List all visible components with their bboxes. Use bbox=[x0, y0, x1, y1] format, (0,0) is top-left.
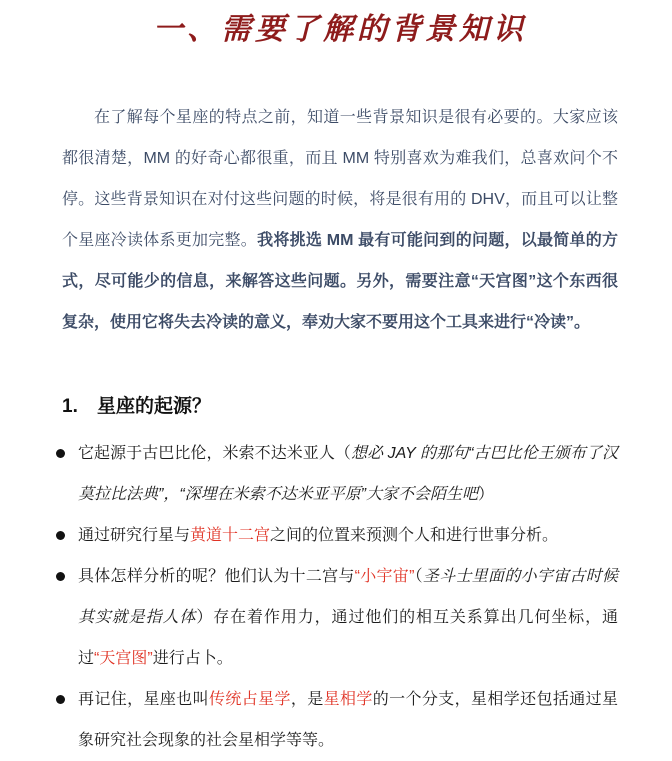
text-run-normal: （ bbox=[414, 568, 423, 585]
section-title: 星座的起源？ bbox=[97, 396, 212, 417]
bullet-list bbox=[56, 433, 618, 761]
text-run-normal: 再记住，星座也叫 bbox=[78, 691, 209, 708]
text-run-red: “天宫图” bbox=[94, 650, 153, 667]
text-run-normal: 进行占卜。 bbox=[152, 650, 233, 667]
text-run-normal: 在了解每个星座的特点之前，知道一些背景知识是很有必要的。大家应该都很清楚，MM 的好奇心都很重，而且 MM 特别喜欢为难我们，总喜欢问个不停。这些背景知识在对付这些问题的时候，将是很有用的 DHV，而且可以让整个星座冷读体系更加完整。 bbox=[62, 109, 618, 249]
text-run-red: 黄道十二宫 bbox=[190, 527, 271, 544]
bullet-dot-icon bbox=[56, 572, 65, 581]
text-run-normal: 它起源于古巴比伦，米索不达米亚人（ bbox=[78, 445, 351, 462]
text-run-red: 星相学 bbox=[323, 691, 373, 708]
text-run-normal: ）存在着作用力，通过他们的相互关系算出几何坐标，通过 bbox=[78, 609, 618, 667]
text-run-normal: 通过研究行星与 bbox=[78, 527, 191, 544]
section-heading bbox=[62, 395, 618, 419]
bullet-item bbox=[56, 515, 618, 556]
document-title: 一、需要了解的背景知识 bbox=[153, 12, 527, 47]
text-run-normal: 具体怎样分析的呢？他们认为十二宫与 bbox=[78, 568, 355, 585]
bullet-dot-icon bbox=[56, 695, 65, 704]
bullet-item bbox=[56, 679, 618, 761]
text-run-italic: 圣斗士里面的小宇宙古时候其实就是指人体 bbox=[78, 568, 618, 626]
intro-paragraph bbox=[62, 97, 618, 343]
text-run-bold: 我将挑选 MM 最有可能问到的问题，以最简单的方式，尽可能少的信息，来解答这些问题。另外，需要注意“天宫图”这个东西很复杂，使用它将失去冷读的意义，奉劝大家不要用这个工具来进行“冷读”。 bbox=[62, 232, 618, 331]
bullet-dot-icon bbox=[56, 449, 65, 458]
text-run-normal: ，是 bbox=[290, 691, 324, 708]
bullet-item bbox=[56, 433, 618, 515]
text-run-normal: 的一个分支，星相学还包括通过星象研究社会现象的社会星相学等等。 bbox=[78, 691, 618, 749]
text-run-normal: ） bbox=[478, 486, 495, 503]
text-run-red: “小宇宙” bbox=[354, 568, 415, 585]
text-run-normal: 之间的位置来预测个人和进行世事分析。 bbox=[270, 527, 559, 544]
bullet-dot-icon bbox=[56, 531, 65, 540]
text-run-italic: 想必 JAY 的那句“古巴比伦王颁布了汉莫拉比法典”，“深埋在米索不达米亚平原”大家不会陌生吧 bbox=[78, 445, 618, 503]
bullet-item bbox=[56, 556, 618, 679]
section-number: 1. bbox=[62, 396, 78, 417]
text-run-red: 传统占星学 bbox=[208, 691, 291, 708]
